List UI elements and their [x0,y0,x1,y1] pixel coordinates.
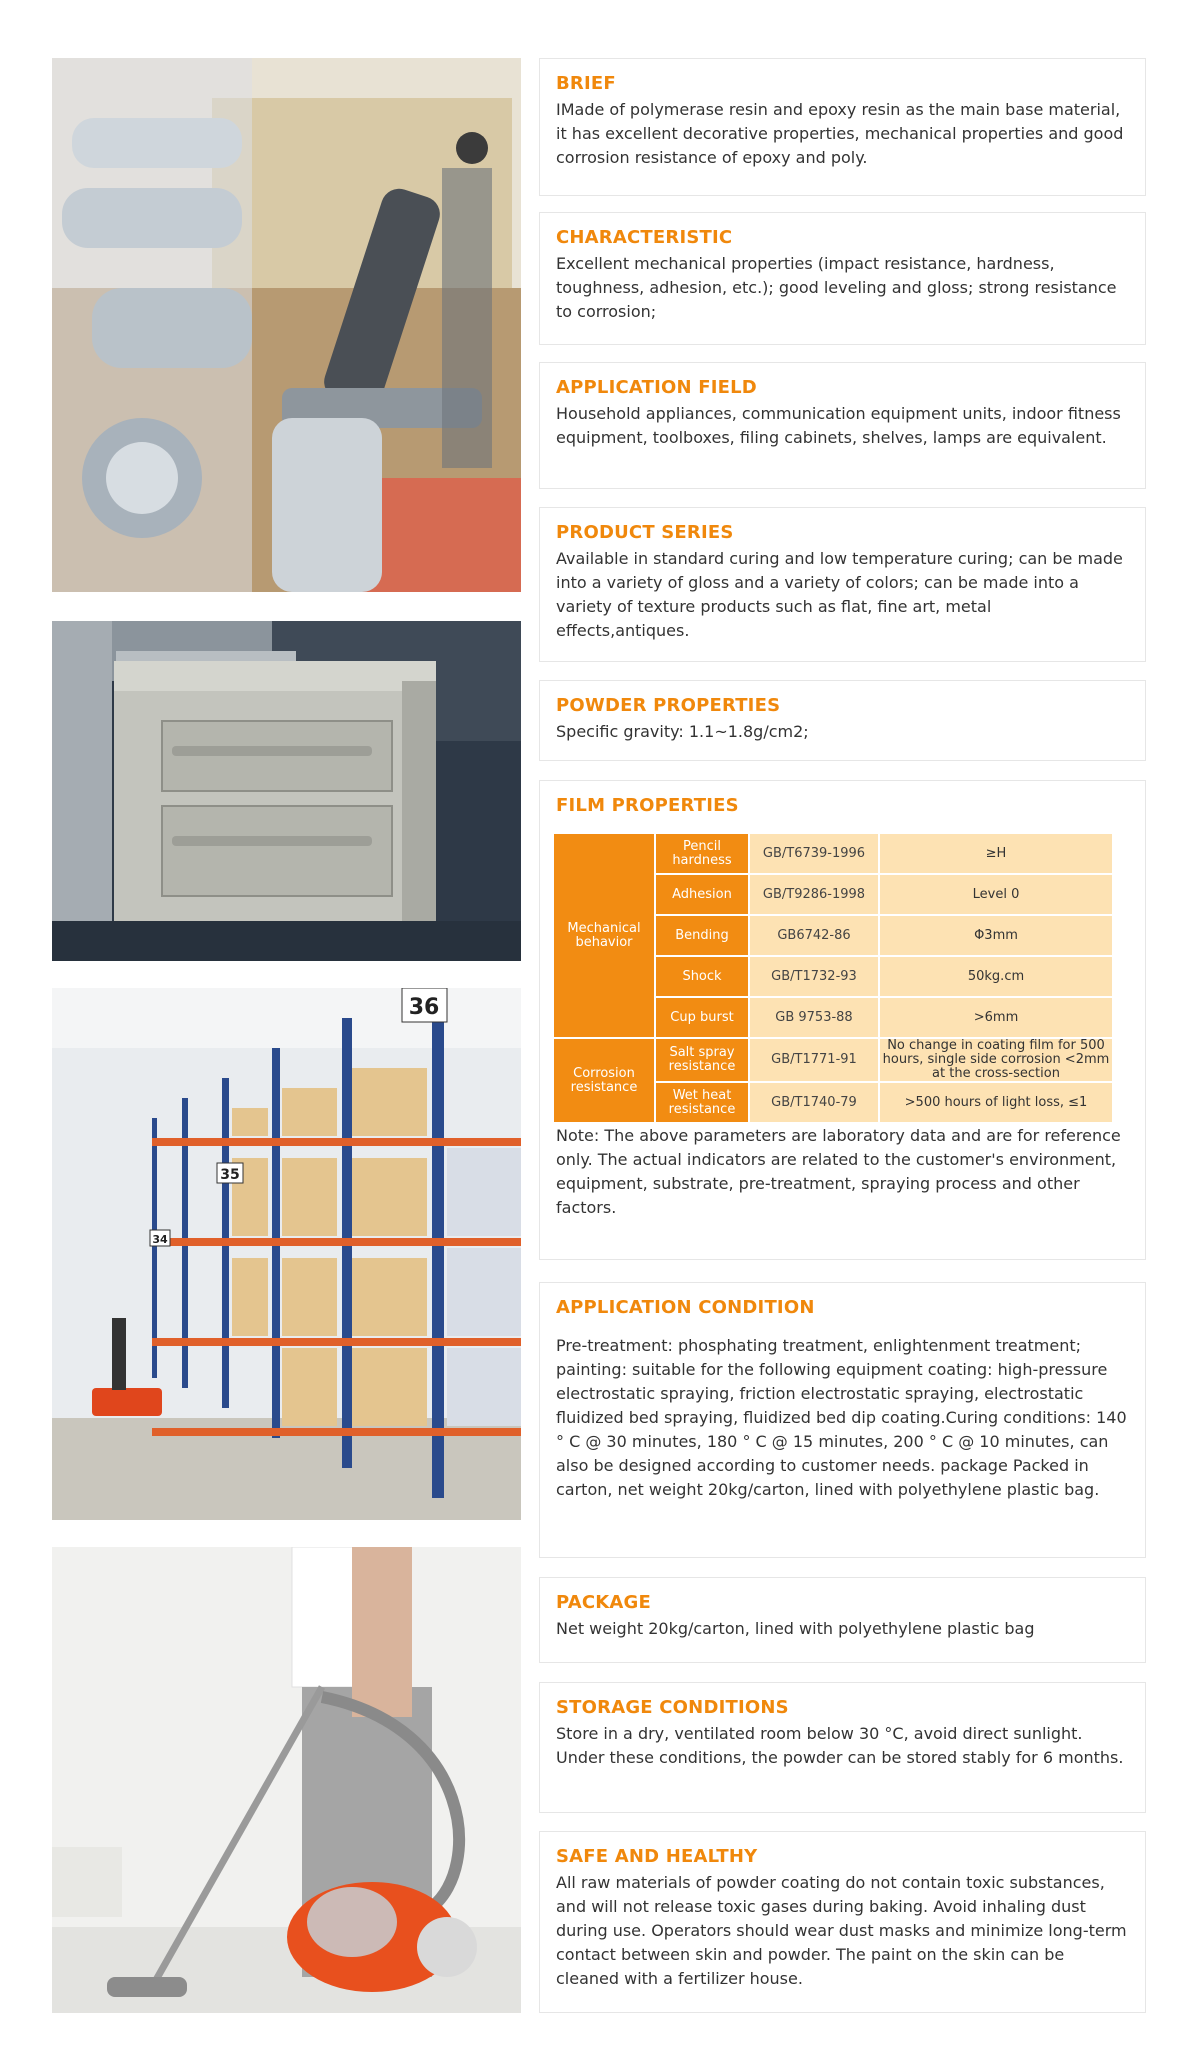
safe-and-healthy-text: All raw materials of powder coating do not contain toxic substances, and will not release toxic gases during baking. Avoid inhaling dust during use. Operators should wear dust masks and minimize long-term contact between skin and powder. The paint on the skin can be cleaned with a fertilizer house. [556,1873,1127,1988]
powder-properties-text: Specific gravity: 1.1~1.8g/cm2; [556,722,809,741]
item-cell: Salt spray resistance [656,1039,748,1081]
package-title: PACKAGE [556,1592,652,1613]
rack-label-34: 34 [152,1233,168,1246]
gym-equipment-photo [52,58,521,592]
value-cell: >500 hours of light loss, ≤1 [880,1083,1112,1122]
group-corrosion: Corrosion resistance [554,1039,654,1122]
brief-section [539,58,1146,196]
table-row [554,1039,1112,1081]
powder-properties-title: POWDER PROPERTIES [556,695,781,716]
brief-title: BRIEF [556,73,616,94]
value-cell: ≥H [880,834,1112,873]
standard-cell: GB/T9286-1998 [750,875,878,914]
rack-label-36: 36 [408,995,440,1020]
characteristic-text: Excellent mechanical properties (impact resistance, hardness, toughness, adhesion, etc.); good leveling and gloss; strong resistance to corrosion; [556,254,1117,321]
standard-cell: GB 9753-88 [750,998,878,1037]
standard-cell: GB/T1740-79 [750,1083,878,1122]
vacuum-cleaning-photo [52,1547,521,2013]
application-field-text: Household appliances, communication equipment units, indoor fitness equipment, toolboxes, filing cabinets, shelves, lamps are equivalent. [556,404,1121,447]
item-cell: Cup burst [656,998,748,1037]
value-cell: >6mm [880,998,1112,1037]
value-cell: Φ3mm [880,916,1112,955]
package-text: Net weight 20kg/carton, lined with polyethylene plastic bag [556,1619,1035,1638]
film-properties-title: FILM PROPERTIES [556,795,739,816]
characteristic-title: CHARACTERISTIC [556,227,733,248]
value-cell: No change in coating film for 500 hours, single side corrosion <2mm at the cross-section [880,1039,1112,1081]
item-cell: Bending [656,916,748,955]
application-condition-text: Pre-treatment: phosphating treatment, enlightenment treatment; painting: suitable for the following equipment coating: high-pressure electrostatic spraying, friction electrostatic spraying, electrostatic fluidized bed spraying, fluidized bed dip coating.Curing conditions: 140 ° C @ 30 minutes, 180 ° C @ 15 minutes, 200 ° C @ 10 minutes, can also be designed according to customer needs. package Packed in carton, net weight 20kg/carton, lined with polyethylene plastic bag. [556,1336,1127,1499]
application-condition-title: APPLICATION CONDITION [556,1297,815,1318]
value-cell: 50kg.cm [880,957,1112,996]
item-cell: Wet heat resistance [656,1083,748,1122]
standard-cell: GB/T6739-1996 [750,834,878,873]
powder-properties-section [539,680,1146,761]
film-properties-section [539,780,1146,1260]
safe-and-healthy-section [539,1831,1146,2013]
item-cell: Shock [656,957,748,996]
safe-and-healthy-title: SAFE AND HEALTHY [556,1846,758,1867]
standard-cell: GB/T1732-93 [750,957,878,996]
product-series-text: Available in standard curing and low temperature curing; can be made into a variety of gloss and a variety of colors; can be made into a variety of texture products such as flat, fine art, metal effects,antiques. [556,549,1123,640]
storage-conditions-title: STORAGE CONDITIONS [556,1697,789,1718]
brief-text: IMade of polymerase resin and epoxy resin as the main base material, it has excellent decorative properties, mechanical properties and good corrosion resistance of epoxy and poly. [556,100,1124,167]
group-mechanical: Mechanical behavior [554,834,654,1037]
application-field-section [539,362,1146,489]
package-section [539,1577,1146,1663]
table-row [554,834,1112,873]
application-field-title: APPLICATION FIELD [556,377,757,398]
value-cell: Level 0 [880,875,1112,914]
warehouse-rack-photo [52,988,521,1520]
film-properties-note: Note: The above parameters are laboratory data and are for reference only. The actual indicators are related to the customer's environment, equipment, substrate, pre-treatment, spraying process and other factors. [556,1126,1121,1217]
film-properties-table [552,832,1114,1124]
characteristic-section [539,212,1146,345]
storage-conditions-section [539,1682,1146,1813]
application-condition-section [539,1282,1146,1558]
rack-label-35: 35 [220,1167,240,1183]
item-cell: Adhesion [656,875,748,914]
product-series-title: PRODUCT SERIES [556,522,734,543]
product-series-section [539,507,1146,662]
standard-cell: GB6742-86 [750,916,878,955]
filing-cabinet-photo [52,621,521,961]
storage-conditions-text: Store in a dry, ventilated room below 30 °C, avoid direct sunlight. Under these conditions, the powder can be stored stably for 6 months. [556,1724,1124,1767]
standard-cell: GB/T1771-91 [750,1039,878,1081]
item-cell: Pencil hardness [656,834,748,873]
